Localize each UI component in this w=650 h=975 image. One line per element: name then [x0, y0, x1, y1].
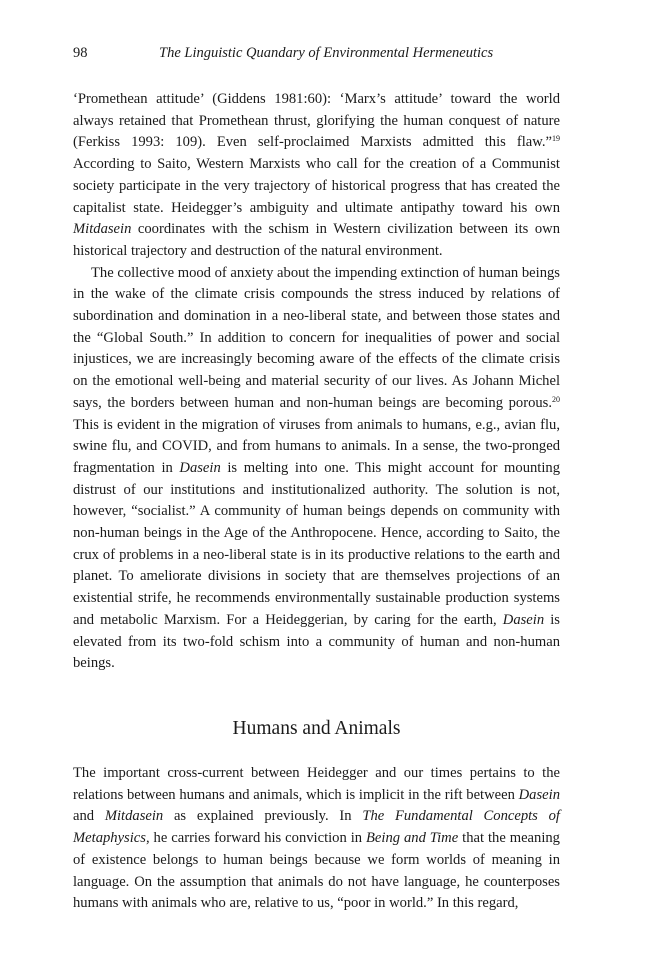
italic-term: Dasein [518, 786, 560, 803]
italic-book-title: The Fundamental Concepts of Metaphysics [73, 808, 560, 847]
footnote-ref-20[interactable]: 20 [552, 394, 560, 404]
italic-book-title: Being and Time [366, 830, 459, 847]
text: is elevated from its two-fold schism into a community of human and non-human beings. [73, 611, 560, 672]
italic-term: Dasein [179, 459, 221, 476]
italic-term: Mitdasein [73, 221, 132, 238]
text: is melting into one. This might account for mounting distrust of our institutions and institutionalized authority. The solution is not, however, “socialist.” A community of human beings depends on community with non-human beings in the Age of the Anthropocene. Hence, according to Saito, the crux of problems in a neo-liberal state is in its productive relations to the earth and planet. To ameliorate divisions in society that are themselves projections of an existential strife, he recommends environmentally sustainable production systems and metabolic Marxism. For a Heideggerian, by caring for the earth, [73, 459, 561, 628]
page-header [73, 45, 560, 67]
text: as explained previously. In [163, 808, 363, 825]
footnote-ref-19[interactable]: 19 [552, 134, 560, 144]
text: The collective mood of anxiety about the impending extinction of human beings in the wake of the climate crisis compounds the stress induced by relations of subordination and domination in a neo-liberal state, and between those states and the “Global South.” In addition to concern for inequalities of power and social injustices, we are increasingly becoming aware of the effects of the climate crisis on the emotional well-being and material security of our lives. As Johann Michel says, the borders between human and non-human beings are becoming porous. [73, 264, 560, 411]
text: This is evident in the migration of viruses from animals to humans, e.g., avian flu, swine flu, and COVID, and from humans to animals. In a sense, the two-pronged fragmentation in [73, 416, 560, 476]
page-body [73, 89, 560, 915]
text: that the meaning of existence belongs to human beings because we form worlds of meaning in language. On the assumption that animals do not have language, he counterposes humans with animals who are, relative to us, “poor in world.” In this regard, [73, 830, 560, 912]
paragraph-1 [73, 89, 560, 263]
paragraph-2 [73, 263, 560, 675]
text: and [73, 808, 105, 825]
page-number: 98 [73, 45, 88, 61]
section-heading: Humans and Animals [232, 717, 401, 739]
text: According to Saito, Western Marxists who call for the creation of a Communist society participate in the very trajectory of historical progress that has created the capitalist state. Heidegger’s ambiguity and ultimate antipathy toward his own [73, 156, 560, 216]
text: coordinates with the schism in Western civilization between its own historical trajectory and destruction of the natural environment. [73, 221, 560, 259]
text: , he carries forward his conviction in [145, 830, 366, 847]
paragraph-3 [73, 763, 560, 915]
text: The important cross-current between Heidegger and our times pertains to the relations between humans and animals, which is implicit in the rift between [73, 764, 560, 803]
running-head: The Linguistic Quandary of Environmental Hermeneutics [159, 45, 494, 61]
italic-term: Mitdasein [104, 808, 164, 825]
text: ‘Promethean attitude’ (Giddens 1981:60): ‘Marx’s attitude’ toward the world always retained that Promethean thrust, glorifying the human conquest of nature (Ferkiss 1993: 109). Even self-proclaimed Marxists admitted this flaw.” [73, 91, 560, 151]
italic-term: Dasein [502, 611, 545, 628]
